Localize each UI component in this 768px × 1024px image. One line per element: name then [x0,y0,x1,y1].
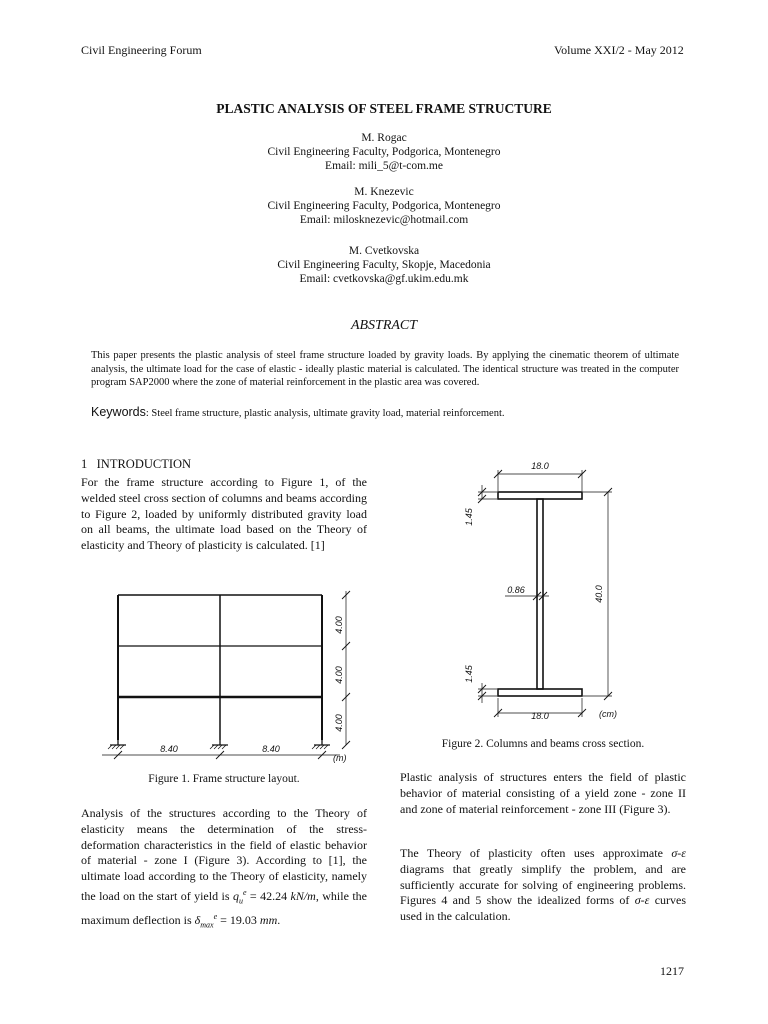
story-height-3: 4.00 [334,616,344,634]
keywords-text: : Steel frame structure, plastic analysis, ultimate gravity load, material reinforcement. [145,408,505,419]
figure2-unit: (cm) [599,709,617,719]
support-right [314,740,330,745]
figure1-caption: Figure 1. Frame structure layout. [148,773,300,785]
q-subscript: u [238,896,243,906]
sigma-epsilon-symbol: σ-ε [671,846,686,860]
plasticity-text-2: diagrams that greatly simplify the problem, and are sufficiently accurate for solving of engineering problems. Figures 4 and 5 show the idealized forms of [400,861,686,908]
elastic-text-1: Analysis of the structures according to the Theory of elasticity means the determination of the stress-deformation characteristics in the field of elastic behavior of material - zone I (Figure 3). According to [1], the ultimate load according to the Theory of elasticity, namely the load on the start of yield is [81,806,367,903]
total-height-label: 40.0 [594,585,604,603]
web-thickness-label: 0.86 [507,585,525,595]
story-height-1: 4.00 [334,714,344,732]
keywords [91,405,691,419]
paper-title: PLASTIC ANALYSIS OF STEEL FRAME STRUCTURE [216,101,552,116]
abstract-heading: ABSTRACT [350,318,418,333]
author-block-2 [0,185,768,227]
abstract-text: This paper presents the plastic analysis of steel frame structure loaded by gravity loads. By applying the cinematic theorem of ultimate analysis, the ultimate load for the case of elastic - ideally plastic material is calculated. The identical structure was treated in the computer program SAP2000 where the zone of material reinforcement in the plastic area was covered. [91,350,679,388]
author-name: M. Rogac [361,132,407,144]
q-unit: kN/m [290,888,316,903]
delta-subscript: max [200,920,214,930]
support-left [110,740,126,745]
span-length-1: 8.40 [160,744,178,754]
flange-width-bottom-label: 18.0 [531,711,549,721]
plasticity-text-1: The Theory of plasticity often uses approximate [400,846,663,860]
top-flange [498,492,582,499]
delta-unit: mm [259,913,278,928]
section-heading [81,457,191,472]
flange-thickness-bottom-label: 1.45 [464,665,474,683]
flange-width-top-label: 18.0 [531,461,549,471]
keywords-label: Keywords [91,405,146,419]
q-symbol: q [232,888,239,903]
elastic-text-2: , while the maximum deflection is [81,888,368,928]
web [537,499,543,689]
author-email: Email: milosknezevic@hotmail.com [299,214,469,226]
figure2-caption: Figure 2. Columns and beams cross section. [441,738,645,750]
delta-value: = 19.03 [217,913,260,928]
author-affiliation: Civil Engineering Faculty, Podgorica, Montenegro [267,200,501,212]
flange-thickness-top-label: 1.45 [464,508,474,526]
volume-info: Volume XXI/2 - May 2012 [554,43,684,57]
story-height-2: 4.00 [334,666,344,684]
frame-structure-figure [96,585,356,770]
journal-name: Civil Engineering Forum [81,43,202,57]
section-title: INTRODUCTION [96,457,192,471]
author-name: M. Cvetkovska [348,245,420,257]
q-superscript: e [242,887,247,897]
author-email: Email: mili_5@t-com.me [325,160,443,172]
cross-section-figure [455,455,635,730]
intro-paragraph: For the frame structure according to Figure 1, of the welded steel cross section of columns and beams according to Figure 2, loaded by uniformly distributed gravity load on all beams, the ultimate load based on the Theory of elasticity and Theory of plasticity is calculated. [1] [81,475,367,553]
support-middle [212,740,228,745]
elastic-paragraph [81,806,367,933]
author-block-1 [0,131,768,173]
figure1-unit: (m) [333,753,347,763]
span-length-2: 8.40 [262,744,280,754]
author-name: M. Knezevic [354,186,414,198]
section-number: 1 [81,457,88,471]
author-affiliation: Civil Engineering Faculty, Podgorica, Montenegro [267,146,501,158]
q-value: = 42.24 [246,888,291,903]
plastic-paragraph: Plastic analysis of structures enters the field of plastic behavior of material consisting of a yield zone - zone II and zone of material reinforcement - zone III (Figure 3). [400,770,686,816]
bottom-flange [498,689,582,696]
plasticity-paragraph [400,846,686,925]
page-number: 1217 [660,964,684,978]
author-affiliation: Civil Engineering Faculty, Skopje, Macedonia [277,259,491,271]
delta-superscript: e [213,912,218,922]
author-email: Email: cvetkovska@gf.ukim.edu.mk [299,273,469,285]
delta-symbol: δ [194,913,201,928]
author-block-3 [0,244,768,286]
plasticity-text-3: curves used in the calculation. [400,893,687,924]
sigma-epsilon-symbol: σ-ε [634,893,650,908]
elastic-end: . [277,913,281,928]
